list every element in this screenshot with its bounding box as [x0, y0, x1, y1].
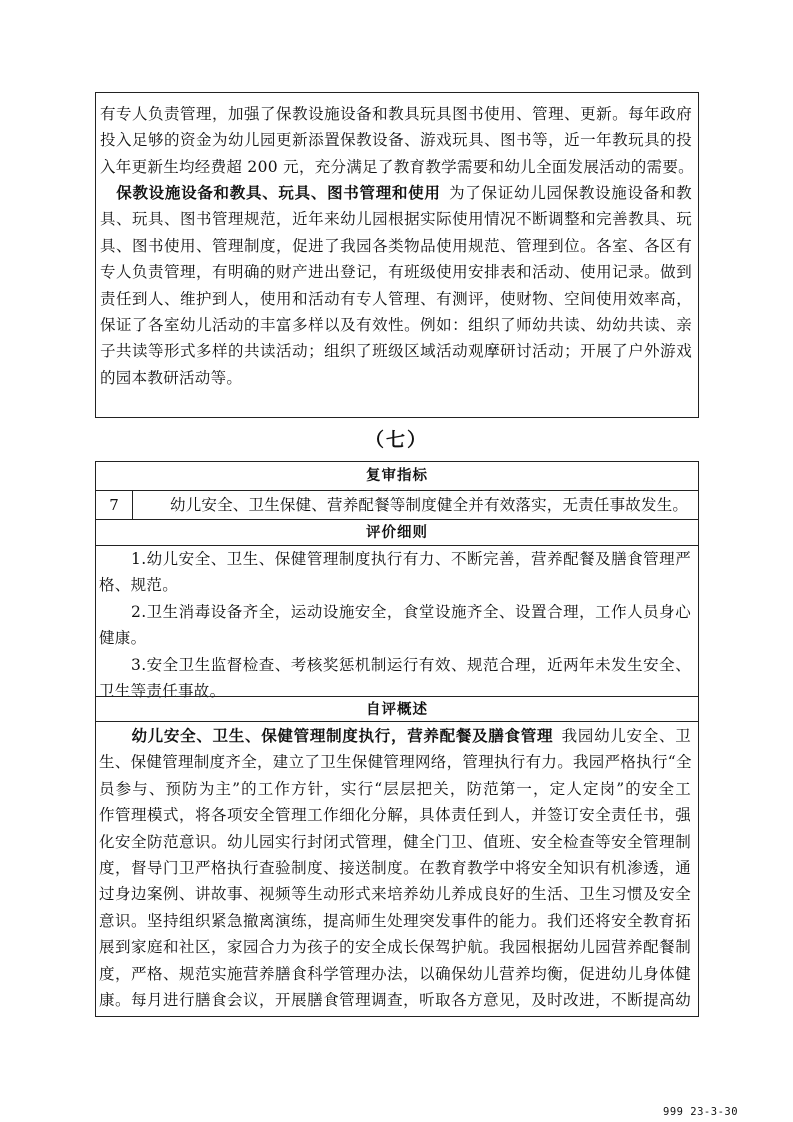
self-eval-line: 作管理模式，将各项安全管理工作细化分解，具体责任到人，并签订安全责任书，强 [99, 806, 691, 825]
text-line: 有专人负责管理，加强了保教设施设备和教具玩具图书使用、管理、更新。每年政府 [100, 105, 692, 123]
row-divider [95, 490, 699, 491]
text-line: 投入足够的资金为幼儿园更新添置保教设备、游戏玩具、图书等，近一年教玩具的投 [100, 131, 692, 150]
self-eval-line: 意识。坚持组织紧急撤离演练，提高师生处理突发事件的能力。我们还将安全教育拓 [99, 911, 691, 930]
self-eval-line: 生、保健管理制度齐全，建立了卫生保健管理网络，管理执行有力。我园严格执行“全 [99, 753, 692, 772]
criteria-line [99, 652, 691, 678]
section-title: （七） [364, 429, 428, 451]
text-line: 入年更新生均经费超 200 元，充分满足了教育教学需要和幼儿全面发展活动的需要。 [100, 157, 694, 176]
text-fragment: 为了保证幼儿园保教设施设备和教 [448, 184, 692, 202]
paragraph-lead: 幼儿安全、卫生、保健管理制度执行，营养配餐及膳食管理 [131, 726, 554, 745]
text-fragment: 我园幼儿安全、卫 [561, 727, 691, 745]
self-eval-line: 康。每月进行膳食会议，开展膳食管理调查，听取各方意见，及时改进，不断提高幼 [99, 991, 691, 1009]
text-fragment: 2.卫生消毒设备齐全，运动设施安全，食堂设施齐全、设置合理，工作人员身心 [131, 602, 692, 621]
header-self-evaluation: 自评概述 [366, 702, 428, 718]
page-footer: 999 23-3-30 [663, 1106, 739, 1118]
continuation-paragraph-1 [100, 101, 692, 180]
continuation-paragraph-2 [100, 180, 692, 391]
review-table [95, 461, 699, 1017]
continuation-box [95, 92, 699, 418]
self-eval-line: 度，督导门卫严格执行查验制度、接送制度。在教育教学中将安全知识有机渗透，通 [99, 859, 691, 877]
header-evaluation-criteria: 评价细则 [366, 525, 428, 541]
criteria-line [99, 546, 691, 572]
text-fragment: 3.安全卫生监督检查、考核奖惩机制运行有效、规范合理，近两年未发生安全、 [131, 655, 692, 674]
text-fragment: 1.幼儿安全、卫生、保健管理制度执行有力、不断完善，营养配餐及膳食管理严 [131, 550, 692, 568]
text-line: 专人负责管理，有明确的财产进出登记，有班级使用安排表和活动、使用记录。做到 [100, 263, 692, 282]
self-eval-line [99, 723, 691, 749]
self-eval-line: 过身边案例、讲故事、视频等生动形式来培养幼儿养成良好的生活、卫生习惯及安全 [99, 885, 691, 904]
header-review-indicator: 复审指标 [366, 468, 428, 484]
criteria-line: 健康。 [99, 629, 147, 648]
paragraph-lead: 保教设施设备和教具、玩具、图书管理和使用 [116, 183, 441, 202]
criteria-line: 格、规范。 [99, 576, 179, 595]
text-line: 保证了各室幼儿活动的丰富多样以及有效性。例如：组织了师幼共读、幼幼共读、亲 [100, 316, 692, 335]
text-line: 具、图书使用、管理制度，促进了我园各类物品使用规范、管理到位。各室、各区有 [100, 236, 692, 255]
self-eval-line: 展到家庭和社区，家园合力为孩子的安全成长保驾护航。我园根据幼儿园营养配餐制 [99, 938, 691, 957]
criteria-line [99, 599, 691, 625]
text-line: 的园本教研活动等。 [100, 368, 243, 387]
text-line: 责任到人、维护到人，使用和活动有专人管理、有测评，使财物、空间使用效率高， [100, 289, 692, 308]
text-line [100, 180, 692, 206]
text-line: 具、玩具、图书管理规范，近年来幼儿园根据实际使用情况不断调整和完善教具、玩 [100, 210, 692, 229]
indicator-number: 7 [109, 496, 119, 514]
self-eval-line: 度，严格、规范实施营养膳食科学管理办法，以确保幼儿营养均衡，促进幼儿身体健 [99, 964, 691, 983]
self-eval-line: 员参与、预防为主”的工作方针，实行“层层把关，防范第一，定人定岗”的安全工 [99, 779, 691, 798]
self-eval-line: 化安全防范意识。幼儿园实行封闭式管理，健全门卫、值班、安全检查等安全管理制 [99, 832, 691, 851]
criteria-line: 卫生等责任事故。 [99, 682, 226, 700]
indicator-text: 幼儿安全、卫生保健、营养配餐等制度健全并有效落实，无责任事故发生。 [170, 496, 689, 514]
row-divider [95, 721, 699, 722]
text-line: 子共读等形式多样的共读活动；组织了班级区域活动观摩研讨活动；开展了户外游戏 [100, 342, 692, 361]
